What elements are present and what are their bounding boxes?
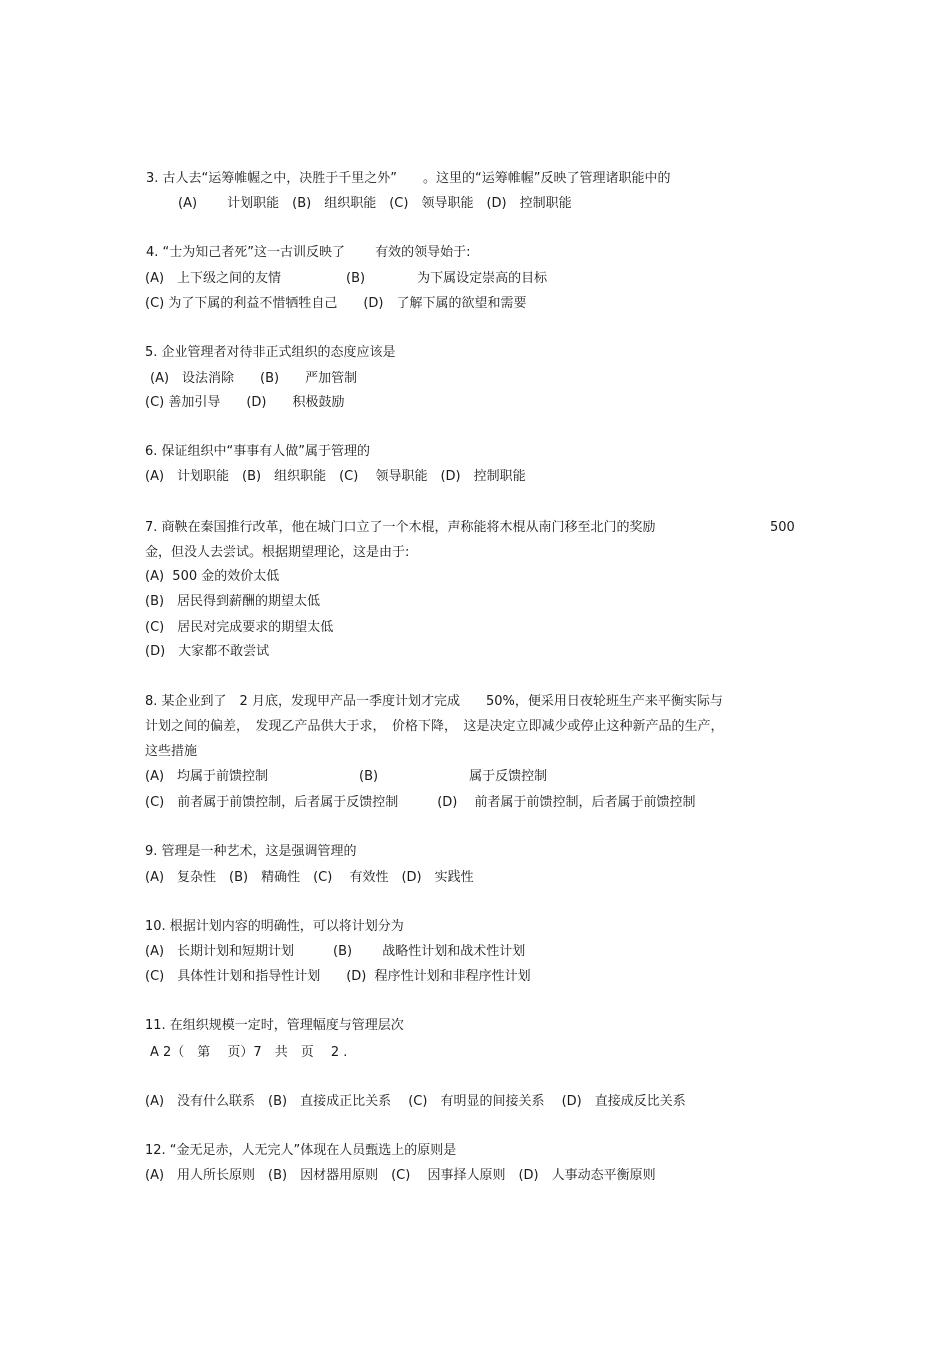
q4-options-cd: (C) 为了下属的利益不惜牺牲自己 (D) 了解下属的欲望和需要 <box>145 296 527 311</box>
q11-stem: 11. 在组织规模一定时，管理幅度与管理层次 <box>145 1018 404 1033</box>
q10-options-ab: (A) 长期计划和短期计划 (B) 战略性计划和战术性计划 <box>145 944 526 959</box>
q12-stem: 12. “金无足赤，人无完人”体现在人员甄选上的原则是 <box>145 1143 457 1158</box>
q5-options-cd: (C) 善加引导 (D) 积极鼓励 <box>145 395 345 410</box>
q7-option-d: (D) 大家都不敢尝试 <box>145 644 270 659</box>
q5-stem: 5. 企业管理者对待非正式组织的态度应该是 <box>145 345 396 360</box>
q7-stem-line1: 7. 商鞅在秦国推行改革，他在城门口立了一个木棍，声称能将木棍从南门移至北门的奖励 <box>145 520 656 535</box>
q9-options: (A) 复杂性 (B) 精确性 (C) 有效性 (D) 实践性 <box>145 870 474 885</box>
q12-options: (A) 用人所长原则 (B) 因材器用原则 (C) 因事择人原则 (D) 人事动态平衡原则 <box>145 1168 656 1183</box>
q9-stem: 9. 管理是一种艺术，这是强调管理的 <box>145 844 357 859</box>
q7-stem-line2: 金，但没人去尝试。根据期望理论，这是由于: <box>145 545 410 560</box>
q10-stem: 10. 根据计划内容的明确性，可以将计划分为 <box>145 919 404 934</box>
q6-options: (A) 计划职能 (B) 组织职能 (C) 领导职能 (D) 控制职能 <box>145 469 526 484</box>
q6-stem: 6. 保证组织中“事事有人做”属于管理的 <box>145 444 371 459</box>
q3-stem: 3. 古人去“运筹帷幄之中，决胜于千里之外” 。这里的“运筹帷幄”反映了管理诸职能中的 <box>146 171 671 186</box>
q4-stem: 4. “士为知己者死”这一古训反映了 有效的领导始于: <box>146 245 471 260</box>
q8-stem-line1: 8. 某企业到了 2 月底，发现甲产品一季度计划才完成 50%，便采用日夜轮班生产来平衡实际与 <box>145 694 723 709</box>
q11-page-marker: A 2（ 第 页）7 共 页 2 . <box>150 1045 348 1060</box>
q7-stem-number: 500 <box>770 520 795 535</box>
q4-options-ab: (A) 上下级之间的友情 (B) 为下属设定崇高的目标 <box>145 271 548 286</box>
q8-options-ab: (A) 均属于前馈控制 (B) 属于反馈控制 <box>145 769 548 784</box>
q7-option-c: (C) 居民对完成要求的期望太低 <box>145 620 334 635</box>
q8-options-cd: (C) 前者属于前馈控制，后者属于反馈控制 (D) 前者属于前馈控制，后者属于前馈控制 <box>145 795 696 810</box>
q5-options-ab: (A) 设法消除 (B) 严加管制 <box>150 371 358 386</box>
q3-options: (A) 计划职能 (B) 组织职能 (C) 领导职能 (D) 控制职能 <box>178 196 572 211</box>
q10-options-cd: (C) 具体性计划和指导性计划 (D) 程序性计划和非程序性计划 <box>145 969 531 984</box>
q7-option-a: (A) 500 金的效价太低 <box>145 569 280 584</box>
q8-stem-line2: 计划之间的偏差， 发现乙产品供大于求， 价格下降， 这是决定立即减少或停止这种新产品的生产， <box>145 719 724 734</box>
q8-stem-line3: 这些措施 <box>145 744 198 759</box>
q7-option-b: (B) 居民得到薪酬的期望太低 <box>145 594 321 609</box>
q11-options: (A) 没有什么联系 (B) 直接成正比关系 (C) 有明显的间接关系 (D) 直接成反比关系 <box>145 1094 686 1109</box>
